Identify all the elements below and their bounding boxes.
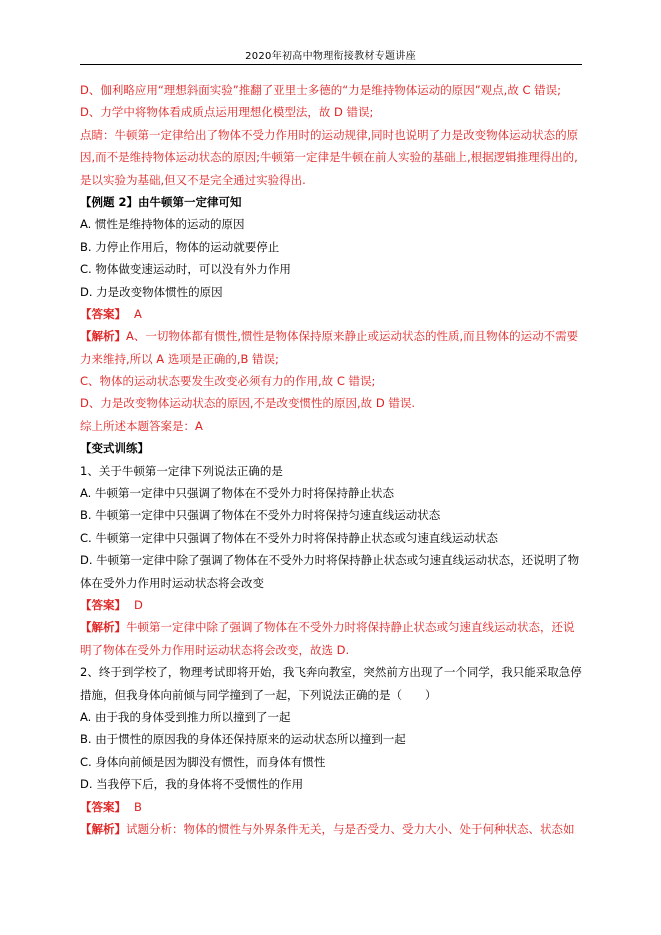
analysis-line: C、物体的运动状态要发生改变必须有力的作用,故 C 错误; <box>80 374 376 389</box>
analysis-line <box>80 616 590 638</box>
question-2-continued: 措施，但我身体向前倾与同学撞到了一起，下列说法正确的是（ ） <box>80 687 437 702</box>
note-line: 点睛：牛顿第一定律给出了物体不受力作用时的运动规律,同时也说明了力是改变物体运动状态的原 <box>80 127 579 142</box>
analysis-line: D、力学中将物体看成质点运用理想化模型法，故 D 错误; <box>80 105 374 120</box>
option-c: C. 身体向前倾是因为脚没有惯性，而身体有惯性 <box>80 754 326 769</box>
answer-label: 【答案】 <box>80 306 126 321</box>
option-c: C. 物体做变速运动时，可以没有外力作用 <box>80 262 291 277</box>
answer-value: A <box>134 306 142 321</box>
analysis-line: D、力是改变物体运动状态的原因,不是改变惯性的原因,故 D 错误. <box>80 396 415 411</box>
analysis-label: 【解析】 <box>80 329 126 344</box>
answer-line <box>80 796 590 818</box>
option-b: B. 力停止作用后，物体的运动就要停止 <box>80 239 280 254</box>
analysis-line: D、伽利略应用“理想斜面实验”推翻了亚里士多德的“力是维持物体运动的原因”观点,故 C 错误; <box>80 83 562 97</box>
summary-line: 综上所述本题答案是：A <box>80 418 203 433</box>
page-header: 2020年初高中物理衔接教材专题讲座 <box>245 51 416 62</box>
question-2: 2、终于到学校了，物理考试即将开始，我飞奔向教室，突然前方出现了一个同学，我只能采取急停 <box>80 665 582 680</box>
header-divider <box>80 64 582 65</box>
document-body <box>80 79 590 840</box>
answer-value: D <box>134 597 143 612</box>
question-1: 1、关于牛顿第一定律下列说法正确的是 <box>80 463 283 478</box>
note-line: 是以实验为基础,但又不是完全通过实验得出. <box>80 172 306 187</box>
section-title: 【变式训练】 <box>80 441 149 456</box>
option-d-continued: 体在受外力作用时运动状态将会改变 <box>80 575 264 590</box>
analysis-text: 试题分析：物体的惯性与外界条件无关，与是否受力、受力大小、处于何种状态、状态如 <box>126 821 575 836</box>
analysis-line <box>80 325 590 347</box>
analysis-label: 【解析】 <box>80 821 126 836</box>
analysis-line: 力来维持,所以 A 选项是正确的,B 错误; <box>80 351 279 366</box>
note-line: 因,而不是维持物体运动状态的原因;牛顿第一定律是牛顿在前人实验的基础上,根据逻辑推理得出的, <box>80 150 578 165</box>
option-b: B. 由于惯性的原因我的身体还保持原来的运动状态所以撞到一起 <box>80 732 406 747</box>
analysis-line: 明了物体在受外力作用时运动状态将会改变，故选 D. <box>80 642 350 657</box>
analysis-label: 【解析】 <box>80 620 126 635</box>
answer-value: B <box>134 799 142 814</box>
analysis-text: A、一切物体都有惯性,惯性是物体保持原来静止或运动状态的性质,而且物体的运动不需要 <box>126 329 579 344</box>
answer-label: 【答案】 <box>80 799 126 814</box>
option-c: C. 牛顿第一定律中只强调了物体在不受外力时将保持静止状态或匀速直线运动状态 <box>80 530 498 545</box>
option-d: D. 牛顿第一定律中除了强调了物体在不受外力时将保持静止状态或匀速直线运动状态，还说明了物 <box>80 553 580 568</box>
option-a: A. 牛顿第一定律中只强调了物体在不受外力时将保持静止状态 <box>80 486 394 501</box>
answer-label: 【答案】 <box>80 597 126 612</box>
option-a: A. 由于我的身体受到推力所以撞到了一起 <box>80 709 291 724</box>
option-a: A. 惯性是维持物体的运动的原因 <box>80 217 245 232</box>
option-d: D. 力是改变物体惯性的原因 <box>80 284 223 299</box>
answer-line <box>80 594 590 616</box>
option-d: D. 当我停下后，我的身体将不受惯性的作用 <box>80 777 304 792</box>
analysis-line <box>80 818 590 840</box>
option-b: B. 牛顿第一定律中只强调了物体在不受外力时将保持匀速直线运动状态 <box>80 508 441 523</box>
example-2-question: 【例题 2】由牛顿第一定律可知 <box>80 194 242 209</box>
analysis-text: 牛顿第一定律中除了强调了物体在不受外力时将保持静止状态或匀速直线运动状态，还说 <box>126 620 575 635</box>
answer-line <box>80 303 590 325</box>
